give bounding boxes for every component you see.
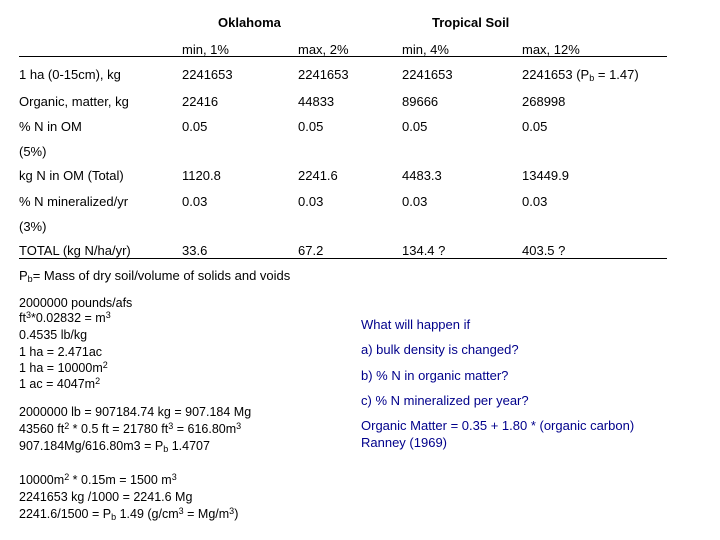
column-header-1: min, 1% [182,42,229,57]
organic-matter-formula: Organic Matter = 0.35 + 1.80 * (organic carbon) [361,418,635,433]
cell: 134.4 ? [402,243,446,258]
conversion-line: $ft^3*0.02832 = m^3$ [19,310,111,325]
cell: 2241653 [402,67,453,82]
cell: 33.6 [182,243,208,258]
column-header-3: min, 4% [402,42,449,57]
row-label-note: (5%) [19,144,47,159]
column-header-2: max, 2% [298,42,349,57]
calculation-line: $907.184Mg/616.80m3 = P_b$ 1.4707 [19,439,210,454]
footer-rule [19,258,667,259]
question-a: a) bulk density is changed? [361,342,519,357]
header-tropical-soil: Tropical Soil [432,15,510,30]
conversion-line: 0.4535 lb/kg [19,328,88,342]
cell: 0.03 [298,194,324,209]
cell: 0.03 [402,194,428,209]
cell: 2241.6 [298,168,338,183]
row-label: 1 ha (0-15cm), kg [19,67,121,82]
calculation-line: $2241.6/1500 = P_b$ 1.49 $(g/cm^3 = Mg/m^3)$ [19,506,239,522]
row-label: % N mineralized/yr [19,194,129,209]
cell: 2241653 [298,67,349,82]
bulk-density-definition: $P_b=$ Mass of dry soil/volume of solids and voids [19,268,291,284]
cell: 13449.9 [522,168,569,183]
row-label-note: (3%) [19,219,47,234]
calculation-line: 43560 $ft^2 * 0.5$ ft = 21780 $ft^3 = 616.80m^3$ [19,421,242,436]
conversion-line: 1 ha = 2.471ac [19,345,103,359]
header-oklahoma: Oklahoma [218,15,281,30]
question-c: c) % N mineralized per year? [361,393,529,408]
row-label: Organic, matter, kg [19,94,129,109]
cell: 0.05 [522,119,548,134]
cell: 403.5 ? [522,243,566,258]
cell: 4483.3 [402,168,442,183]
row-label: TOTAL (kg N/ha/yr) [19,243,131,258]
row-label: kg N in OM (Total) [19,168,124,183]
column-header-4: max, 12% [522,42,580,57]
cell: 1120.8 [182,168,221,183]
cell: 89666 [402,94,439,109]
cell: 0.05 [182,119,208,134]
cell: 0.05 [402,119,428,134]
cell: 44833 [298,94,335,109]
row-label: % N in OM [19,119,82,134]
calculation-line: 2241653 kg /1000 = 2241.6 Mg [19,490,193,504]
cell: 268998 [522,94,566,109]
cell: 2241653 $(P_b = 1.47)$ [522,67,639,83]
calculation-line: $10000m^2 * 0.15m = 1500$ $m^3$ [19,472,177,487]
cell: 2241653 [182,67,233,82]
cell: 0.03 [182,194,208,209]
questions-title: What will happen if [361,317,471,332]
conversion-line: 2000000 pounds/afs [19,296,133,310]
cell: 22416 [182,94,219,109]
calculation-line: 2000000 lb = 907184.74 kg = 907.184 Mg [19,405,252,419]
conversion-line: 1 ac = $4047m^2$ [19,376,101,391]
cell: 0.05 [298,119,324,134]
header-rule [19,56,667,57]
conversion-line: 1 ha = $10000m^2$ [19,360,108,375]
cell: 67.2 [298,243,324,258]
citation: Ranney (1969) [361,435,447,450]
cell: 0.03 [522,194,548,209]
question-b: b) % N in organic matter? [361,368,509,383]
